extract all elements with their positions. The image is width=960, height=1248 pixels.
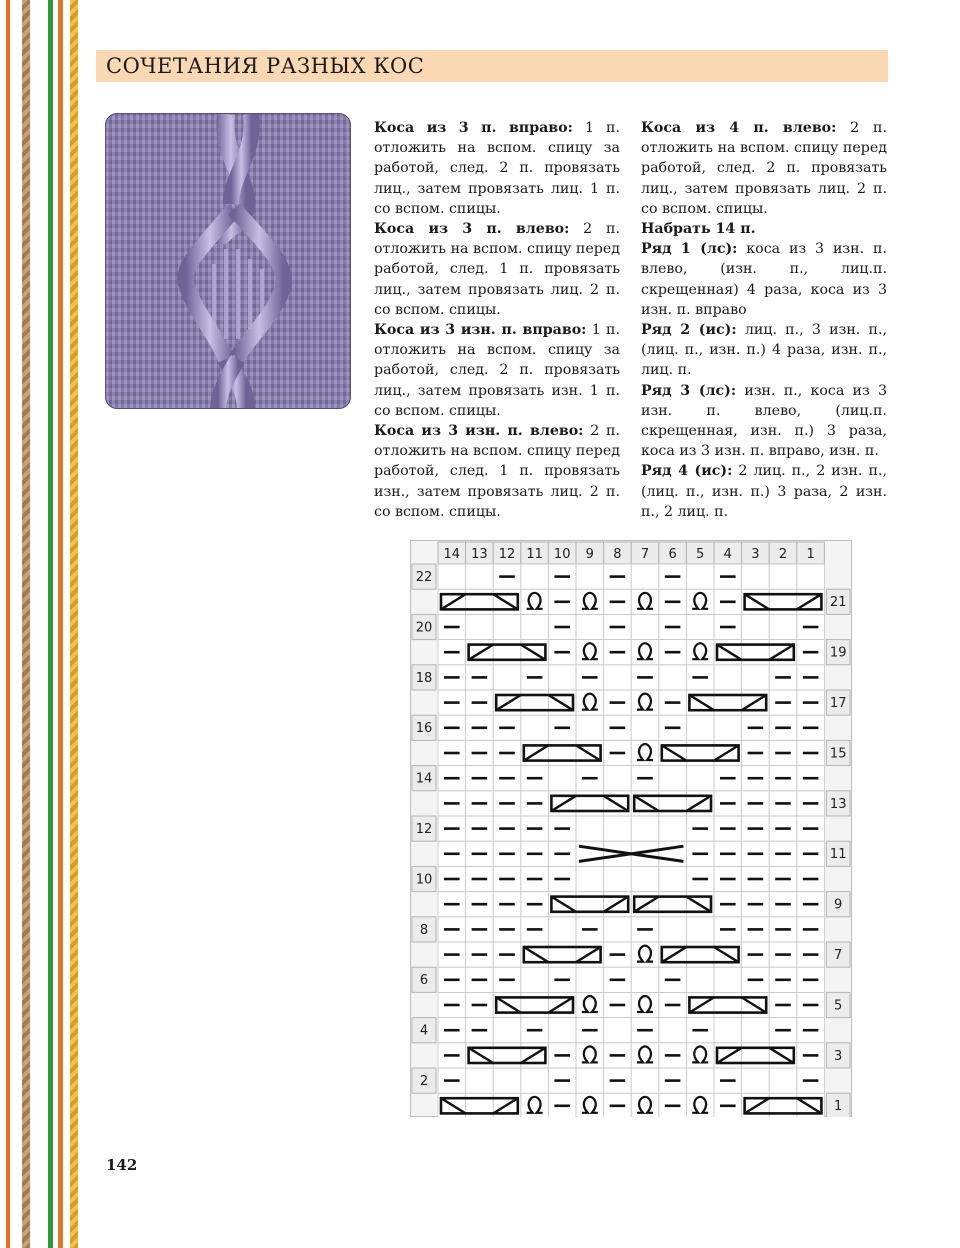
row-number-right: 13: [829, 796, 847, 812]
row-number-left: 22: [415, 570, 433, 585]
knitting-chart-svg: [410, 540, 852, 1117]
instruction-term: Ряд 3 (лс):: [641, 382, 737, 399]
instruction-term: Коса из 3 п. влево:: [374, 221, 570, 238]
instruction-paragraph: [641, 461, 887, 522]
column-number: 10: [553, 547, 571, 562]
instruction-term: Ряд 2 (ис):: [641, 322, 737, 339]
instruction-text: коса из 3 изн. п. влево, (изн. п., лиц.п. скрещенная) 4 раза, коса из 3 изн. п. вправо: [641, 241, 887, 318]
instruction-paragraph: [374, 320, 620, 421]
instruction-text: изн. п., коса из 3 изн. п. влево, (лиц.п. скрещенная, изн. п.) 3 раза, коса из 3 изн. п. вправо, изн. п.: [641, 382, 887, 460]
instruction-term: Коса из 3 п. вправо:: [374, 120, 573, 136]
row-number-left: 10: [415, 872, 433, 888]
instruction-term: Ряд 4 (ис):: [641, 463, 733, 480]
decorative-cord-green: [48, 0, 53, 1248]
column-number: 3: [751, 547, 760, 562]
instruction-paragraph: [641, 219, 887, 239]
row-number-left: 8: [419, 922, 429, 938]
row-number-left: 12: [415, 822, 433, 837]
row-number-left: 14: [415, 771, 433, 787]
instruction-paragraph: [374, 421, 620, 522]
row-number-right: 17: [829, 696, 847, 711]
instruction-text: 2 п. отложить на вспом. спицу перед работой, след. 1 п. провязать лиц., затем провязать лиц. 2 п. со вспом. спицы.: [374, 221, 620, 318]
instruction-text: 2 п. отложить на вспом. спицу перед работой, след. 1 п. провязать изн., затем провязать лиц. 2 п. со вспом. спицы.: [374, 423, 620, 520]
instruction-paragraph: [641, 118, 887, 219]
instruction-term: Ряд 1 (лс):: [641, 241, 738, 258]
instruction-term: Коса из 3 изн. п. влево:: [374, 423, 584, 440]
instructions-column-1: [374, 118, 620, 522]
instruction-term: Набрать 14 п.: [641, 221, 756, 238]
column-number: 1: [806, 547, 815, 562]
column-number: 6: [668, 547, 677, 562]
column-number: 5: [696, 547, 705, 562]
instruction-term: Коса из 4 п. влево:: [641, 120, 837, 136]
row-number-left: 2: [419, 1074, 429, 1089]
instruction-paragraph: [374, 219, 620, 320]
row-number-left: 18: [415, 670, 433, 686]
row-number-right: 5: [834, 998, 843, 1014]
decorative-cord-orange-2: [58, 0, 63, 1248]
column-number: 9: [585, 547, 594, 562]
decorative-cord-orange: [6, 0, 10, 1248]
row-number-right: 19: [829, 645, 847, 661]
decorative-cord-yellow: [70, 0, 78, 1248]
row-number-left: 20: [415, 620, 433, 636]
column-number: 8: [613, 547, 622, 562]
instruction-paragraph: [374, 118, 620, 219]
knitted-swatch-photo: [105, 113, 351, 409]
row-number-right: 15: [829, 746, 847, 762]
instruction-text: 2 лиц. п., 2 изн. п., (лиц. п., изн. п.) 3 раза, 2 изн. п., 2 лиц. п.: [641, 463, 888, 520]
column-number: 13: [471, 547, 488, 562]
page-title: СОЧЕТАНИЯ РАЗНЫХ КОС: [106, 54, 425, 78]
page-number: 142: [106, 1156, 138, 1174]
row-number-right: 7: [834, 948, 843, 963]
instruction-text: лиц. п., 3 изн. п., (лиц. п., изн. п.) 4 раза, изн. п., лиц. п.: [641, 322, 887, 379]
row-number-left: 6: [419, 973, 429, 989]
instruction-text: 1 п. отложить на вспом. спицу за работой, след. 2 п. провязать лиц., затем провязать лиц. 1 п. со вспом. спицы.: [374, 120, 620, 217]
instruction-text: 2 п. отложить на вспом. спицу перед работой, след. 2 п. провязать лиц., затем провязать лиц. 2 п. со вспом. спицы.: [641, 120, 887, 217]
instruction-text: 1 п. отложить на вспом. спицу за работой, след. 2 п. провязать лиц., затем провязать изн. 1 п. со вспом. спицы.: [374, 322, 621, 419]
instruction-paragraph: [641, 381, 887, 462]
row-number-right: 1: [834, 1099, 843, 1115]
row-number-left: 16: [415, 721, 433, 737]
row-number-left: 4: [419, 1023, 429, 1039]
decorative-cord-tan: [22, 0, 30, 1248]
knitting-chart: [410, 540, 852, 1117]
instruction-term: Коса из 3 изн. п. вправо:: [374, 322, 587, 339]
column-number: 4: [723, 547, 732, 562]
row-number-right: 11: [829, 847, 847, 863]
instruction-paragraph: [641, 320, 887, 381]
column-number: 14: [443, 547, 461, 562]
column-number: 11: [526, 547, 543, 562]
instructions-column-2: [641, 118, 887, 522]
row-number-right: 9: [834, 897, 843, 913]
row-number-right: 21: [829, 595, 847, 611]
cable-swatch-icon: [106, 114, 351, 409]
instruction-paragraph: [641, 239, 887, 320]
row-number-right: 3: [834, 1048, 843, 1064]
column-number: 2: [778, 547, 788, 562]
column-number: 12: [498, 547, 516, 562]
column-number: 7: [640, 547, 650, 562]
